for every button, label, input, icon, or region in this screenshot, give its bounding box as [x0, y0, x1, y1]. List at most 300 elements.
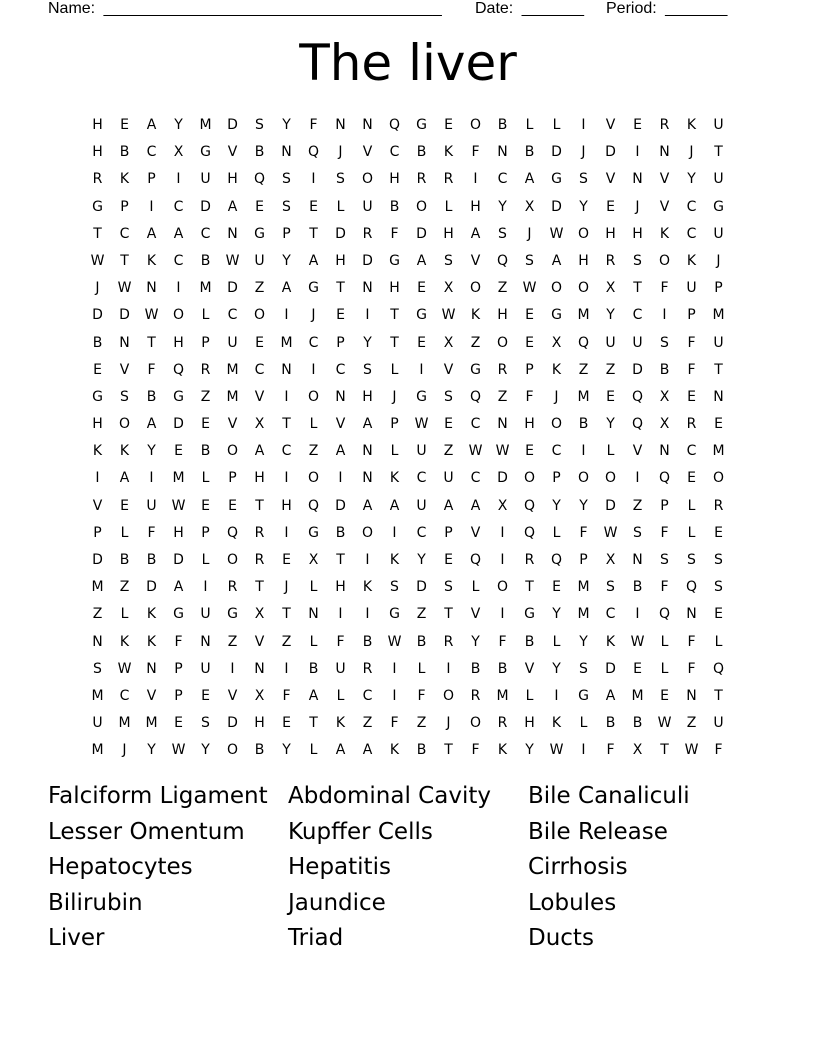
grid-letter[interactable]: M	[172, 470, 185, 487]
grid-letter[interactable]: L	[444, 198, 453, 215]
grid-letter[interactable]: G	[389, 252, 400, 269]
grid-letter[interactable]: E	[606, 388, 615, 405]
grid-letter[interactable]: Y	[606, 416, 615, 433]
grid-letter[interactable]: I	[149, 470, 154, 487]
grid-letter[interactable]: R	[92, 171, 103, 188]
grid-letter[interactable]: P	[336, 334, 345, 351]
grid-letter[interactable]: C	[470, 470, 481, 487]
grid-letter[interactable]: T	[309, 225, 318, 242]
grid-letter[interactable]: T	[390, 334, 399, 351]
grid-letter[interactable]: S	[687, 552, 696, 568]
grid-letter[interactable]: L	[336, 687, 345, 704]
grid-letter[interactable]: Y	[363, 334, 372, 351]
grid-letter[interactable]: Q	[469, 388, 482, 405]
grid-letter[interactable]: N	[659, 443, 670, 460]
grid-letter[interactable]: M	[118, 715, 131, 732]
grid-letter[interactable]: E	[687, 388, 696, 405]
grid-letter[interactable]: T	[336, 280, 345, 297]
grid-letter[interactable]: Z	[362, 715, 373, 732]
grid-letter[interactable]: R	[524, 552, 535, 568]
grid-letter[interactable]: H	[524, 715, 535, 732]
grid-letter[interactable]: A	[362, 497, 373, 514]
grid-letter[interactable]: G	[713, 198, 724, 215]
grid-letter[interactable]: E	[444, 117, 453, 133]
grid-letter[interactable]: U	[200, 171, 211, 188]
grid-letter[interactable]: L	[120, 606, 129, 623]
grid-letter[interactable]: T	[444, 742, 453, 759]
grid-letter[interactable]: D	[335, 497, 346, 514]
grid-letter[interactable]: B	[335, 524, 346, 541]
grid-letter[interactable]: G	[470, 361, 481, 378]
grid-letter[interactable]: U	[713, 171, 724, 188]
grid-letter[interactable]: F	[525, 388, 534, 405]
grid-letter[interactable]: X	[659, 416, 670, 433]
grid-letter[interactable]: N	[92, 633, 103, 650]
grid-letter[interactable]: D	[92, 552, 103, 568]
grid-letter[interactable]: A	[389, 497, 400, 514]
grid-letter[interactable]: B	[92, 334, 103, 351]
grid-letter[interactable]: C	[605, 606, 616, 623]
grid-letter[interactable]: N	[146, 660, 157, 677]
grid-letter[interactable]: E	[282, 552, 291, 568]
grid-letter[interactable]: F	[147, 524, 156, 541]
grid-letter[interactable]: N	[659, 144, 670, 161]
grid-letter[interactable]: J	[635, 198, 640, 215]
grid-letter[interactable]: P	[147, 171, 156, 188]
grid-letter[interactable]: H	[281, 497, 292, 514]
grid-letter[interactable]: D	[416, 579, 427, 596]
grid-letter[interactable]: G	[551, 171, 562, 188]
grid-letter[interactable]: Q	[712, 660, 725, 677]
grid-letter[interactable]: Y	[579, 198, 588, 215]
grid-letter[interactable]: I	[554, 687, 559, 704]
grid-letter[interactable]: I	[392, 524, 397, 541]
grid-letter[interactable]: P	[174, 660, 183, 677]
grid-letter[interactable]: T	[282, 416, 291, 433]
grid-letter[interactable]: B	[254, 742, 265, 759]
grid-letter[interactable]: H	[470, 198, 481, 215]
grid-letter[interactable]: D	[362, 252, 373, 269]
grid-letter[interactable]: G	[173, 606, 184, 623]
grid-letter[interactable]: V	[119, 361, 130, 378]
grid-letter[interactable]: I	[581, 443, 586, 460]
grid-letter[interactable]: O	[307, 388, 320, 405]
grid-letter[interactable]: V	[659, 171, 670, 188]
grid-letter[interactable]: Z	[416, 606, 427, 623]
grid-letter[interactable]: G	[254, 225, 265, 242]
grid-letter[interactable]: E	[336, 307, 345, 324]
grid-letter[interactable]: S	[444, 388, 453, 405]
grid-letter[interactable]: H	[389, 280, 400, 297]
grid-letter[interactable]: P	[714, 280, 723, 297]
grid-letter[interactable]: G	[524, 606, 535, 623]
grid-letter[interactable]: R	[200, 361, 211, 378]
grid-letter[interactable]: D	[416, 225, 427, 242]
grid-letter[interactable]: N	[632, 552, 643, 568]
grid-letter[interactable]: Z	[308, 443, 319, 460]
grid-letter[interactable]: O	[253, 307, 266, 324]
grid-letter[interactable]: R	[362, 660, 373, 677]
grid-letter[interactable]: E	[255, 198, 264, 215]
grid-letter[interactable]: K	[497, 742, 508, 759]
grid-letter[interactable]: P	[228, 470, 237, 487]
grid-letter[interactable]: B	[470, 660, 481, 677]
grid-letter[interactable]: G	[92, 388, 103, 405]
grid-letter[interactable]: W	[90, 252, 105, 269]
grid-letter[interactable]: D	[605, 497, 616, 514]
grid-letter[interactable]: Y	[174, 117, 183, 133]
grid-letter[interactable]: F	[498, 633, 507, 650]
grid-letter[interactable]: A	[524, 171, 535, 188]
grid-letter[interactable]: O	[658, 252, 671, 269]
grid-letter[interactable]: T	[660, 742, 669, 759]
grid-letter[interactable]: N	[686, 606, 697, 623]
grid-letter[interactable]: K	[92, 443, 103, 460]
grid-letter[interactable]: J	[689, 144, 694, 161]
grid-letter[interactable]: E	[606, 198, 615, 215]
grid-letter[interactable]: B	[605, 715, 616, 732]
grid-letter[interactable]: A	[173, 225, 184, 242]
grid-letter[interactable]: L	[309, 742, 318, 759]
grid-letter[interactable]: A	[173, 579, 184, 596]
grid-letter[interactable]: C	[173, 252, 184, 269]
grid-letter[interactable]: C	[416, 524, 427, 541]
grid-letter[interactable]: K	[551, 715, 562, 732]
grid-letter[interactable]: P	[687, 307, 696, 324]
grid-letter[interactable]: B	[497, 117, 508, 133]
grid-letter[interactable]: Z	[632, 497, 643, 514]
grid-letter[interactable]: A	[335, 443, 346, 460]
grid-letter[interactable]: D	[173, 416, 184, 433]
grid-letter[interactable]: C	[119, 687, 130, 704]
grid-letter[interactable]: Z	[227, 633, 238, 650]
grid-letter[interactable]: I	[230, 660, 235, 677]
grid-letter[interactable]: X	[254, 416, 265, 433]
grid-letter[interactable]: A	[362, 416, 373, 433]
grid-letter[interactable]: N	[308, 606, 319, 623]
grid-letter[interactable]: T	[714, 687, 723, 704]
grid-letter[interactable]: N	[146, 280, 157, 297]
grid-letter[interactable]: B	[632, 579, 643, 596]
grid-letter[interactable]: Z	[281, 633, 292, 650]
grid-letter[interactable]: K	[146, 633, 157, 650]
grid-letter[interactable]: R	[227, 579, 238, 596]
grid-letter[interactable]: I	[500, 606, 505, 623]
grid-letter[interactable]: S	[444, 579, 453, 596]
date-field[interactable]	[475, 0, 584, 18]
grid-letter[interactable]: J	[554, 388, 559, 405]
grid-letter[interactable]: V	[659, 198, 670, 215]
grid-letter[interactable]: N	[686, 687, 697, 704]
grid-letter[interactable]: B	[578, 416, 589, 433]
grid-letter[interactable]: C	[470, 416, 481, 433]
grid-letter[interactable]: S	[714, 552, 723, 568]
grid-letter[interactable]: L	[525, 687, 534, 704]
grid-letter[interactable]: D	[92, 307, 103, 324]
grid-letter[interactable]: U	[713, 334, 724, 351]
grid-letter[interactable]: A	[443, 497, 454, 514]
grid-letter[interactable]: R	[254, 552, 265, 568]
grid-letter[interactable]: A	[362, 742, 373, 759]
grid-letter[interactable]: Q	[631, 416, 644, 433]
grid-letter[interactable]: F	[687, 633, 696, 650]
grid-letter[interactable]: O	[226, 742, 239, 759]
grid-letter[interactable]: O	[577, 470, 590, 487]
grid-letter[interactable]: D	[605, 660, 616, 677]
grid-letter[interactable]: S	[498, 225, 507, 242]
grid-letter[interactable]: W	[603, 524, 618, 541]
grid-letter[interactable]: K	[389, 742, 400, 759]
grid-letter[interactable]: E	[228, 497, 237, 514]
grid-letter[interactable]: I	[635, 606, 640, 623]
grid-letter[interactable]: G	[227, 606, 238, 623]
grid-letter[interactable]: H	[254, 470, 265, 487]
grid-letter[interactable]: N	[335, 388, 346, 405]
grid-letter[interactable]: V	[470, 524, 481, 541]
grid-letter[interactable]: L	[390, 361, 399, 378]
grid-letter[interactable]: Q	[226, 524, 239, 541]
grid-letter[interactable]: F	[471, 144, 480, 161]
grid-letter[interactable]: W	[171, 497, 186, 514]
grid-letter[interactable]: L	[309, 633, 318, 650]
grid-letter[interactable]: R	[497, 361, 508, 378]
grid-letter[interactable]: M	[712, 443, 725, 460]
grid-letter[interactable]: M	[577, 388, 590, 405]
grid-letter[interactable]: L	[660, 633, 669, 650]
grid-letter[interactable]: B	[524, 633, 535, 650]
grid-letter[interactable]: F	[660, 524, 669, 541]
grid-letter[interactable]: X	[632, 742, 643, 759]
grid-letter[interactable]: N	[497, 416, 508, 433]
grid-letter[interactable]: V	[605, 171, 616, 188]
grid-letter[interactable]: Z	[605, 361, 616, 378]
grid-letter[interactable]: C	[632, 307, 643, 324]
grid-letter[interactable]: X	[254, 687, 265, 704]
grid-letter[interactable]: L	[552, 524, 561, 541]
grid-letter[interactable]: E	[417, 280, 426, 297]
grid-letter[interactable]: J	[716, 252, 721, 269]
grid-letter[interactable]: T	[93, 225, 102, 242]
grid-letter[interactable]: G	[416, 117, 427, 133]
grid-letter[interactable]: N	[362, 117, 373, 133]
grid-letter[interactable]: L	[201, 470, 210, 487]
grid-letter[interactable]: H	[335, 579, 346, 596]
grid-letter[interactable]: X	[254, 606, 265, 623]
grid-letter[interactable]: R	[254, 524, 265, 541]
grid-letter[interactable]: K	[119, 171, 130, 188]
grid-letter[interactable]: B	[200, 252, 211, 269]
grid-letter[interactable]: B	[632, 715, 643, 732]
grid-letter[interactable]: A	[146, 416, 157, 433]
grid-letter[interactable]: W	[171, 742, 186, 759]
grid-letter[interactable]: J	[284, 579, 289, 596]
grid-letter[interactable]: W	[441, 307, 456, 324]
grid-letter[interactable]: C	[335, 361, 346, 378]
grid-letter[interactable]: Q	[685, 579, 698, 596]
grid-letter[interactable]: N	[713, 388, 724, 405]
grid-letter[interactable]: J	[446, 715, 451, 732]
grid-letter[interactable]: U	[713, 117, 724, 133]
grid-letter[interactable]: F	[147, 361, 156, 378]
grid-letter[interactable]: L	[714, 633, 723, 650]
grid-letter[interactable]: O	[469, 280, 482, 297]
grid-letter[interactable]: W	[225, 252, 240, 269]
grid-letter[interactable]: U	[200, 606, 211, 623]
grid-letter[interactable]: M	[712, 307, 725, 324]
grid-letter[interactable]: S	[363, 361, 372, 378]
grid-letter[interactable]: N	[200, 633, 211, 650]
grid-letter[interactable]: I	[446, 660, 451, 677]
grid-letter[interactable]: U	[200, 660, 211, 677]
grid-letter[interactable]: S	[579, 171, 588, 188]
grid-letter[interactable]: B	[308, 660, 319, 677]
grid-letter[interactable]: V	[443, 361, 454, 378]
grid-letter[interactable]: F	[660, 280, 669, 297]
grid-letter[interactable]: D	[497, 470, 508, 487]
grid-letter[interactable]: V	[146, 687, 157, 704]
grid-letter[interactable]: B	[254, 144, 265, 161]
grid-letter[interactable]: M	[91, 579, 104, 596]
grid-letter[interactable]: D	[146, 579, 157, 596]
grid-letter[interactable]: W	[117, 280, 132, 297]
grid-letter[interactable]: D	[227, 280, 238, 297]
period-blank[interactable]: _______	[665, 0, 728, 17]
grid-letter[interactable]: I	[500, 552, 505, 568]
grid-letter[interactable]: W	[657, 715, 672, 732]
grid-letter[interactable]: I	[311, 171, 316, 188]
grid-letter[interactable]: C	[686, 198, 697, 215]
grid-letter[interactable]: Q	[307, 144, 320, 161]
grid-letter[interactable]: F	[579, 524, 588, 541]
grid-letter[interactable]: X	[524, 198, 535, 215]
grid-letter[interactable]: U	[254, 252, 265, 269]
grid-letter[interactable]: N	[632, 171, 643, 188]
grid-letter[interactable]: B	[524, 144, 535, 161]
grid-letter[interactable]: E	[255, 334, 264, 351]
grid-letter[interactable]: Y	[471, 633, 480, 650]
grid-letter[interactable]: N	[281, 361, 292, 378]
grid-letter[interactable]: B	[119, 552, 130, 568]
grid-letter[interactable]: B	[416, 742, 427, 759]
grid-letter[interactable]: D	[200, 198, 211, 215]
grid-letter[interactable]: V	[92, 497, 103, 514]
name-field[interactable]	[48, 0, 442, 18]
grid-letter[interactable]: C	[200, 225, 211, 242]
grid-letter[interactable]: I	[392, 687, 397, 704]
grid-letter[interactable]: O	[577, 225, 590, 242]
grid-letter[interactable]: O	[415, 198, 428, 215]
grid-letter[interactable]: A	[470, 497, 481, 514]
grid-letter[interactable]: E	[201, 687, 210, 704]
grid-letter[interactable]: X	[497, 497, 508, 514]
grid-letter[interactable]: H	[362, 388, 373, 405]
grid-letter[interactable]: H	[578, 252, 589, 269]
grid-letter[interactable]: B	[200, 443, 211, 460]
grid-letter[interactable]: M	[280, 334, 293, 351]
grid-letter[interactable]: G	[200, 144, 211, 161]
grid-letter[interactable]: I	[284, 307, 289, 324]
grid-letter[interactable]: O	[577, 280, 590, 297]
grid-letter[interactable]: W	[414, 416, 429, 433]
grid-letter[interactable]: G	[173, 388, 184, 405]
grid-letter[interactable]: U	[362, 198, 373, 215]
grid-letter[interactable]: A	[227, 198, 238, 215]
grid-letter[interactable]: W	[522, 280, 537, 297]
grid-letter[interactable]: N	[362, 443, 373, 460]
grid-letter[interactable]: K	[389, 470, 400, 487]
grid-letter[interactable]: N	[497, 144, 508, 161]
grid-letter[interactable]: A	[416, 252, 427, 269]
grid-letter[interactable]: A	[470, 225, 481, 242]
grid-letter[interactable]: Z	[416, 715, 427, 732]
grid-letter[interactable]: K	[146, 252, 157, 269]
name-blank[interactable]: ______________________________________	[103, 0, 442, 17]
grid-letter[interactable]: K	[119, 443, 130, 460]
grid-letter[interactable]: F	[687, 660, 696, 677]
grid-letter[interactable]: A	[308, 687, 319, 704]
grid-letter[interactable]: K	[686, 252, 697, 269]
grid-letter[interactable]: F	[417, 687, 426, 704]
grid-letter[interactable]: K	[470, 307, 481, 324]
grid-letter[interactable]: I	[581, 742, 586, 759]
grid-letter[interactable]: L	[336, 198, 345, 215]
grid-letter[interactable]: C	[281, 443, 292, 460]
grid-letter[interactable]: M	[91, 742, 104, 759]
grid-letter[interactable]: I	[419, 361, 424, 378]
grid-letter[interactable]: H	[389, 171, 400, 188]
grid-letter[interactable]: F	[282, 687, 291, 704]
grid-letter[interactable]: A	[254, 443, 265, 460]
grid-letter[interactable]: F	[606, 742, 615, 759]
grid-letter[interactable]: O	[604, 470, 617, 487]
grid-letter[interactable]: C	[686, 225, 697, 242]
grid-letter[interactable]: T	[336, 552, 345, 568]
grid-letter[interactable]: U	[605, 334, 616, 351]
grid-letter[interactable]: N	[281, 144, 292, 161]
grid-letter[interactable]: P	[390, 416, 399, 433]
grid-letter[interactable]: I	[581, 117, 586, 133]
grid-letter[interactable]: I	[284, 388, 289, 405]
grid-letter[interactable]: C	[146, 144, 157, 161]
grid-letter[interactable]: M	[226, 361, 239, 378]
grid-letter[interactable]: K	[362, 579, 373, 596]
grid-letter[interactable]: C	[119, 225, 130, 242]
grid-letter[interactable]: J	[338, 144, 343, 161]
grid-letter[interactable]: J	[311, 307, 316, 324]
grid-letter[interactable]: Y	[282, 252, 291, 269]
grid-letter[interactable]: H	[335, 252, 346, 269]
grid-letter[interactable]: I	[284, 524, 289, 541]
grid-letter[interactable]: O	[469, 715, 482, 732]
grid-letter[interactable]: K	[335, 715, 346, 732]
grid-letter[interactable]: M	[145, 715, 158, 732]
grid-letter[interactable]: E	[525, 443, 534, 460]
grid-letter[interactable]: E	[201, 497, 210, 514]
grid-letter[interactable]: I	[176, 280, 181, 297]
grid-letter[interactable]: V	[470, 252, 481, 269]
grid-letter[interactable]: L	[120, 524, 129, 541]
grid-letter[interactable]: J	[122, 742, 127, 759]
grid-letter[interactable]: A	[146, 225, 157, 242]
grid-letter[interactable]: M	[226, 388, 239, 405]
grid-letter[interactable]: E	[552, 579, 561, 596]
grid-letter[interactable]: Q	[172, 361, 185, 378]
grid-letter[interactable]: E	[633, 660, 642, 677]
grid-letter[interactable]: G	[92, 198, 103, 215]
grid-letter[interactable]: W	[630, 633, 645, 650]
grid-letter[interactable]: F	[687, 334, 696, 351]
grid-letter[interactable]: Y	[606, 307, 615, 324]
